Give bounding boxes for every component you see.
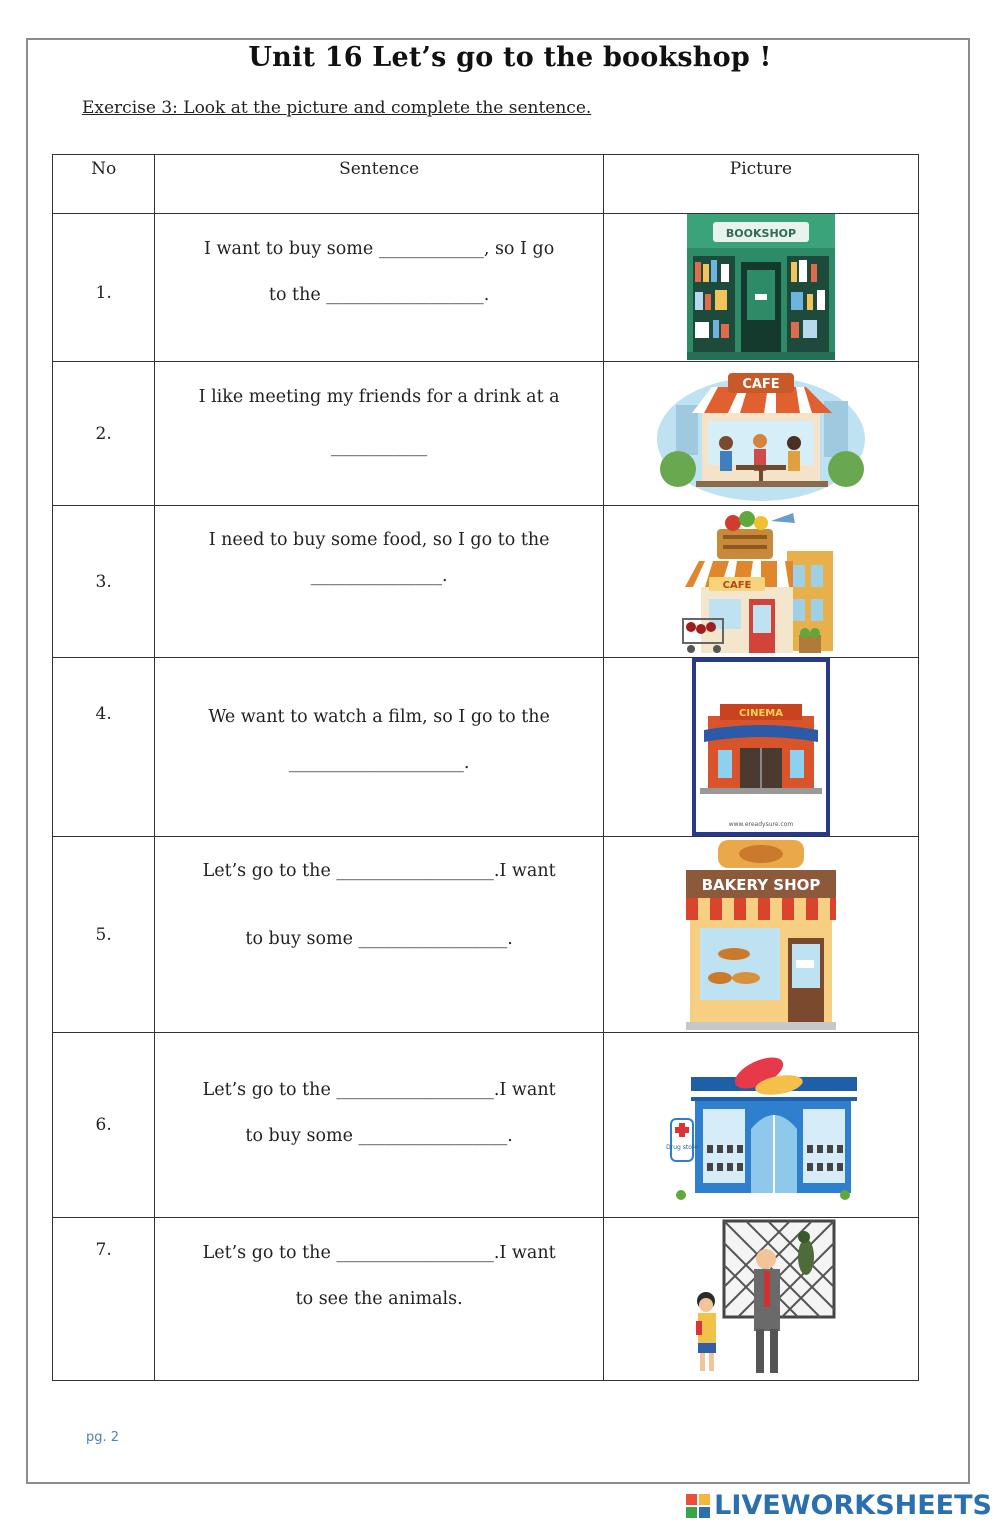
sentence-cell	[155, 214, 604, 362]
header-sentence: Sentence	[155, 155, 604, 214]
sentence-line: ___________	[330, 437, 428, 457]
picture-cell	[603, 658, 918, 837]
sentence-line: Let’s go to the __________________.I want	[202, 861, 556, 881]
cafe-picture	[656, 365, 866, 503]
sentence-cell	[155, 506, 604, 658]
sentence-line: I want to buy some ____________, so I go	[203, 239, 555, 259]
sentence-line: Let’s go to the __________________.I want	[202, 1243, 556, 1263]
sentence-line: to buy some _________________.	[245, 1126, 513, 1146]
cinema-sign: CINEMA	[738, 708, 783, 719]
liveworksheets-brand[interactable]	[686, 1490, 992, 1521]
picture-cell	[603, 837, 918, 1033]
picture-cell	[603, 1033, 918, 1218]
table-row	[53, 214, 919, 362]
table-row	[53, 362, 919, 506]
picture-cell	[603, 214, 918, 362]
sentence-line: I like meeting my friends for a drink at a	[198, 387, 560, 407]
sentence-line: I need to buy some food, so I go to the	[208, 530, 550, 550]
sentence-line: ____________________.	[288, 753, 470, 773]
sentence-line: to buy some _________________.	[245, 929, 513, 949]
row-number: 5.	[53, 837, 155, 1033]
zoo-picture	[686, 1219, 836, 1379]
sentence-line: Let’s go to the __________________.I want	[202, 1080, 556, 1100]
sentence-line: _______________.	[310, 566, 448, 586]
table-row	[53, 658, 919, 837]
pharmacy-sign: Drug store	[666, 1144, 698, 1151]
row-number: 4.	[53, 658, 155, 837]
sentence-cell	[155, 1218, 604, 1381]
sentence-cell	[155, 837, 604, 1033]
row-number: 6.	[53, 1033, 155, 1218]
row-number: 7.	[53, 1218, 155, 1381]
page-title: Unit 16 Let’s go to the bookshop !	[248, 42, 772, 73]
cinema-picture	[692, 658, 830, 836]
supermarket-picture	[681, 507, 841, 657]
bakery-picture	[684, 838, 838, 1032]
table-row	[53, 506, 919, 658]
header-no: No	[53, 155, 155, 214]
sentence-line: to the __________________.	[268, 285, 490, 305]
picture-cell	[603, 506, 918, 658]
table-row	[53, 1218, 919, 1381]
svg-text:www.ereadysure.com: www.ereadysure.com	[728, 821, 794, 828]
row-number: 2.	[53, 362, 155, 506]
sentence-line: to see the animals.	[295, 1289, 463, 1309]
table-row	[53, 837, 919, 1033]
supermarket-sign: CAFE	[722, 580, 752, 591]
picture-cell	[603, 1218, 918, 1381]
cafe-sign: CAFE	[742, 376, 780, 392]
sentence-cell	[155, 1033, 604, 1218]
row-number: 3.	[53, 506, 155, 658]
sentence-cell	[155, 362, 604, 506]
exercise-table	[52, 154, 919, 1381]
picture-cell	[603, 362, 918, 506]
sentence-line: We want to watch a film, so I go to the	[208, 707, 550, 727]
table-row	[53, 1033, 919, 1218]
table-header-row	[53, 155, 919, 214]
bookshop-picture	[687, 214, 835, 360]
sentence-cell	[155, 658, 604, 837]
header-picture: Picture	[603, 155, 918, 214]
row-number: 1.	[53, 214, 155, 362]
brand-name: LIVEWORKSHEETS	[714, 1490, 992, 1521]
page-number: pg. 2	[86, 1430, 120, 1445]
exercise-instruction: Exercise 3: Look at the picture and complete the sentence.	[82, 98, 592, 118]
pharmacy-picture	[663, 1049, 859, 1201]
bookshop-sign: BOOKSHOP	[725, 227, 797, 240]
liveworksheets-logo-icon	[686, 1494, 710, 1518]
bakery-sign: BAKERY SHOP	[701, 875, 821, 894]
